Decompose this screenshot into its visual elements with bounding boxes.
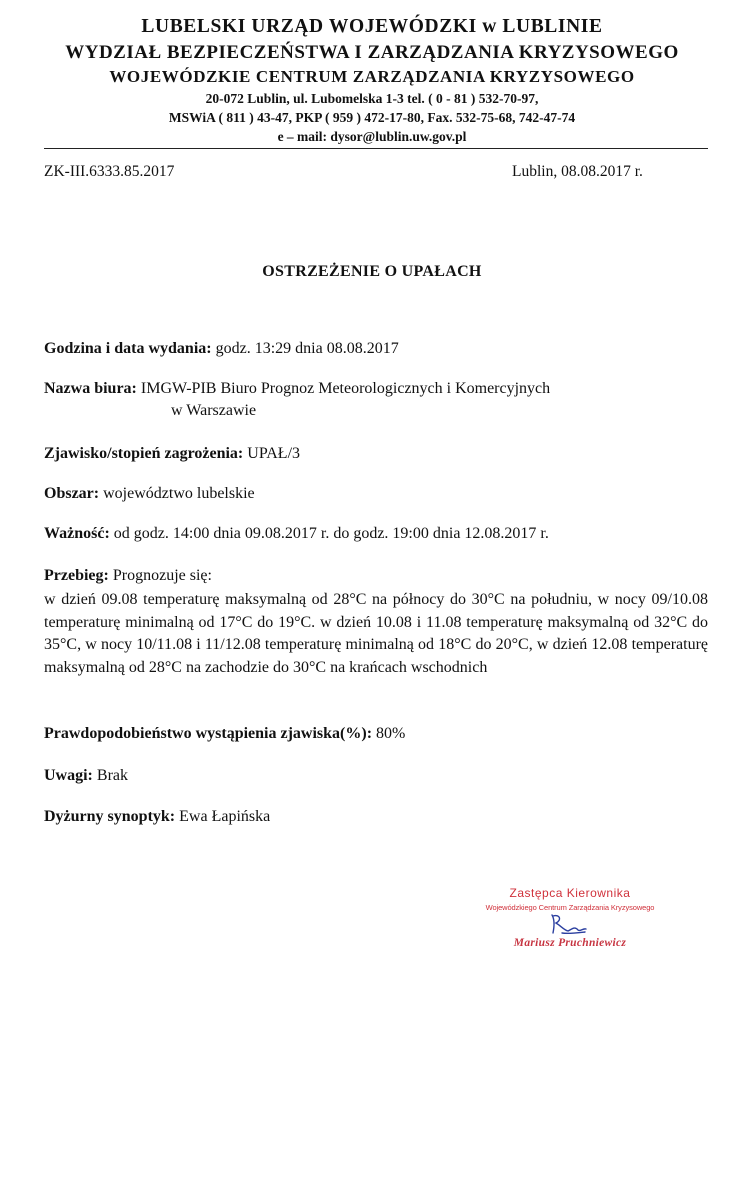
- letterhead-line-3: WOJEWÓDZKIE CENTRUM ZARZĄDZANIA KRYZYSOWEGO: [109, 67, 635, 86]
- issued-field: [44, 340, 399, 358]
- probability-field: [44, 725, 405, 743]
- forecaster-label: Dyżurny synoptyk:: [44, 808, 176, 825]
- course-intro: Prognozuje się:: [112, 567, 212, 584]
- area-field: [44, 485, 255, 503]
- validity-label: Ważność:: [44, 525, 110, 542]
- course-label: Przebieg:: [44, 567, 109, 584]
- forecaster-field: [44, 808, 270, 826]
- validity-field: [44, 525, 549, 543]
- course-description: w dzień 09.08 temperaturę maksymalną od 28°C na północy do 30°C na południu, w nocy 09/10.08 temperaturę minimalną od 17°C do 19°C. w dzień 10.08 i 11.08 temperaturę maksymalną od 32°C do 35°C, w nocy 10/11.08 i 11/12.08 temperaturę minimalną od 18°C do 20°C, w dzień 12.08 temperaturę maksymalną od 28°C na zachodzie do 30°C na krańcach wschodnich: [44, 591, 708, 676]
- letterhead-address: 20-072 Lublin, ul. Lubomelska 1-3 tel. ( 0 - 81 ) 532-70-97,: [205, 91, 539, 106]
- area-value: województwo lubelskie: [103, 485, 255, 502]
- validity-value: od godz. 14:00 dnia 09.08.2017 r. do godz. 19:00 dnia 12.08.2017 r.: [113, 525, 549, 542]
- office-value-line-2: w Warszawie: [171, 402, 257, 419]
- issued-value: godz. 13:29 dnia 08.08.2017: [215, 340, 399, 357]
- letterhead-line-2: WYDZIAŁ BEZPIECZEŃSTWA I ZARZĄDZANIA KRYZYSOWEGO: [65, 42, 679, 63]
- office-value: IMGW-PIB Biuro Prognoz Meteorologicznych i Komercyjnych: [140, 380, 551, 397]
- remarks-value: Brak: [96, 767, 128, 784]
- forecaster-value: Ewa Łapińska: [179, 808, 271, 825]
- area-label: Obszar:: [44, 485, 100, 502]
- letterhead-email: e – mail: dysor@lublin.uw.gov.pl: [277, 129, 467, 144]
- issued-label: Godzina i data wydania:: [44, 340, 212, 357]
- stamp-unit: Wojewódzkiego Centrum Zarządzania Kryzysowego: [485, 903, 655, 912]
- reference-number: ZK-III.6333.85.2017: [44, 163, 175, 180]
- document-title: OSTRZEŻENIE O UPAŁACH: [262, 263, 482, 280]
- probability-label: Prawdopodobieństwo wystąpienia zjawiska(%):: [44, 725, 373, 742]
- office-label: Nazwa biura:: [44, 380, 137, 397]
- phenomenon-value: UPAŁ/3: [247, 445, 301, 462]
- remarks-label: Uwagi:: [44, 767, 93, 784]
- letterhead-phones: MSWiA ( 811 ) 43-47, PKP ( 959 ) 472-17-80, Fax. 532-75-68, 742-47-74: [168, 110, 576, 125]
- header-divider: [44, 148, 708, 149]
- place-date: Lublin, 08.08.2017 r.: [512, 163, 643, 180]
- probability-value: 80%: [376, 725, 406, 742]
- handwritten-signature: [548, 912, 588, 936]
- phenomenon-label: Zjawisko/stopień zagrożenia:: [44, 445, 244, 462]
- office-field: [44, 380, 550, 398]
- stamp-name: Mariusz Pruchniewicz: [513, 937, 627, 949]
- letterhead-line-1: LUBELSKI URZĄD WOJEWÓDZKI w LUBLINIE: [141, 16, 603, 37]
- remarks-field: [44, 767, 128, 785]
- phenomenon-field: [44, 445, 300, 463]
- course-field: [44, 567, 212, 585]
- stamp-role: Zastępca Kierownika: [509, 886, 631, 900]
